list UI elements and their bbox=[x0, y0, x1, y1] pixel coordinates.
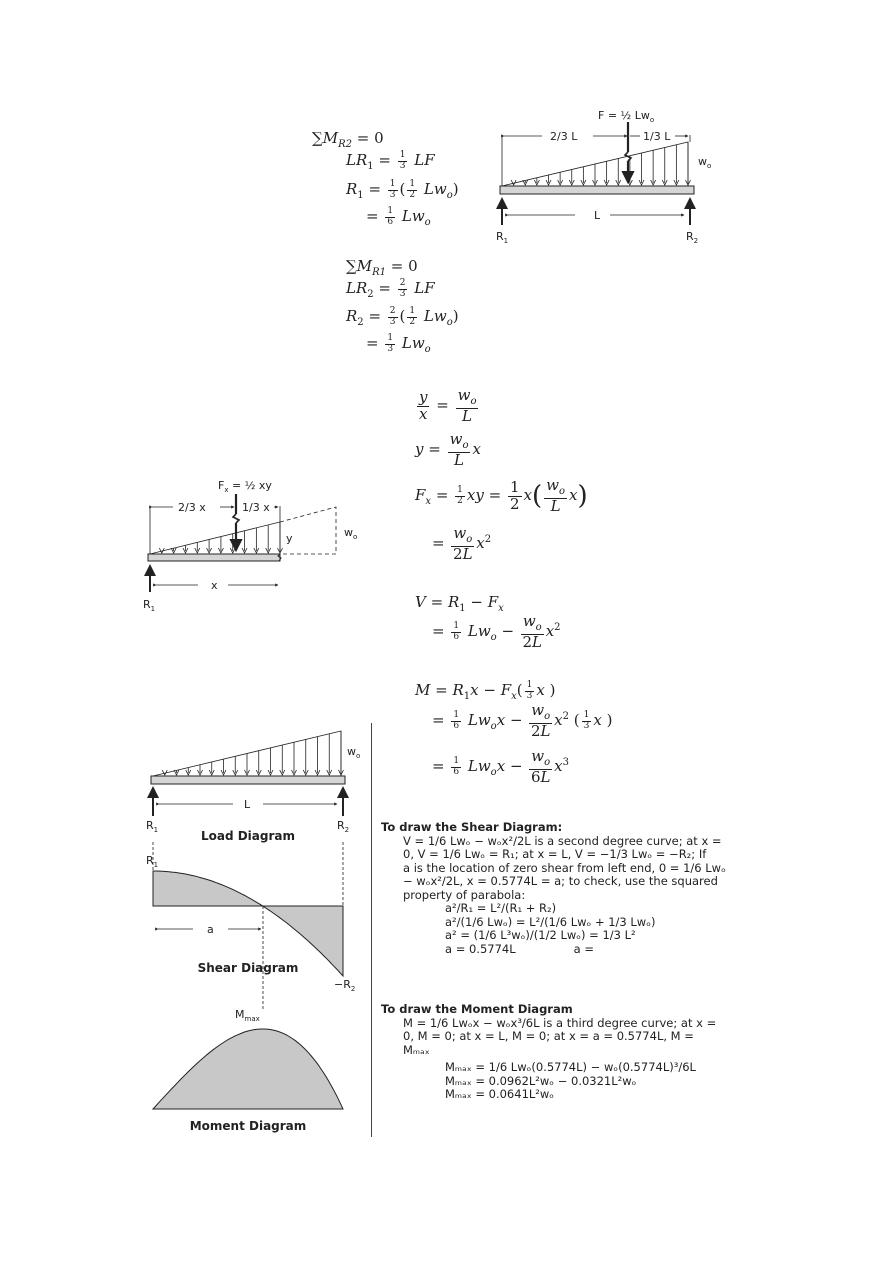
shear-diagram-caption: Shear Diagram bbox=[197, 961, 299, 975]
distributed-load-arrows bbox=[159, 522, 282, 553]
eq-shear: $V = R_1 - F_x$ bbox=[415, 593, 504, 614]
force-label: F = ½ $Lw_o$ bbox=[598, 109, 655, 124]
subscript: R1 bbox=[372, 267, 386, 278]
shear-positive-area bbox=[153, 871, 263, 906]
shear-body-line: V = 1/6 Lwₒ − wₒx²/2L is a second degree curve; at x = bbox=[403, 833, 722, 848]
shear-text-block bbox=[381, 821, 726, 956]
column-divider bbox=[371, 723, 372, 1137]
load-diagram-caption: Load Diagram bbox=[200, 829, 296, 843]
w-label: $w_o$ bbox=[347, 745, 361, 760]
eq-moment-result: = $\frac{1}{6}$ $Lw_ox$ − $\frac{w_o}{6L}$ $x^3$ bbox=[432, 747, 569, 786]
eq-r1-final: = $\frac{1}{6}$ $Lw_o$ bbox=[366, 206, 431, 228]
subscript: R2 bbox=[338, 139, 352, 150]
moment-eq-line: Mₘₐₓ = 1/6 Lwₒ(0.5774L) − wₒ(0.5774L)³/6L bbox=[445, 1060, 696, 1074]
equals-zero: = 0 bbox=[356, 129, 384, 147]
eq-r1: $R_1$ = $\frac{1}{3}$ ( $\frac{1}{2}$ $Lw_o$) bbox=[346, 179, 459, 201]
section-figure bbox=[138, 476, 373, 616]
eq-shear-result: = $\frac{1}{6}$ $Lw_o$ − $\frac{w_o}{2L}$ $x^2$ bbox=[432, 612, 561, 651]
eq-tail: LF bbox=[414, 151, 435, 169]
eq-lr1: $LR_1$ = $\frac{1}{3}$ LF bbox=[346, 150, 435, 172]
sum-moments-r2 bbox=[312, 129, 384, 150]
eq-r2-final: = $\frac{1}{3}$ $Lw_o$ bbox=[366, 333, 431, 355]
force-label: $F_x$ = ½ xy bbox=[218, 479, 272, 494]
eq-r2: $R_2$ = $\frac{2}{3}$ ( $\frac{1}{2}$ $Lw_o$) bbox=[346, 306, 459, 328]
beam-figure-top bbox=[490, 100, 720, 250]
r1-label: $R_1$ bbox=[143, 598, 156, 613]
sum-symbol: ∑M bbox=[312, 129, 339, 147]
eq-moment: $M = R_1x - F_x$( $\frac{1}{3}$ x ) bbox=[415, 680, 556, 702]
y-label: y bbox=[286, 532, 293, 545]
w-label: $w_o$ bbox=[698, 155, 712, 170]
r2-label: $R_2$ bbox=[337, 819, 350, 834]
moment-heading: To draw the Moment Diagram bbox=[381, 1002, 573, 1016]
shear-eq-trailing: a = bbox=[573, 941, 594, 956]
r1-label: $R_1$ bbox=[146, 819, 159, 834]
shear-eq-line: a²/R₁ = L²/(R₁ + R₂) bbox=[445, 901, 557, 915]
distributed-load-arrows bbox=[162, 731, 343, 775]
sum-symbol: ∑M bbox=[346, 257, 373, 275]
r1-label: $R_1$ bbox=[496, 230, 509, 245]
shear-heading: To draw the Shear Diagram: bbox=[381, 820, 563, 834]
sum-moments-r1: $\sum M_{R1} = 0$ bbox=[346, 257, 418, 278]
moment-body-line: 0, M = 0; at x = L, M = 0; at x = a = 0.5774L, M = bbox=[403, 1029, 694, 1043]
shear-eq-line: a²/(1/6 Lwₒ) = L²/(1/6 Lwₒ + 1/3 Lwₒ) bbox=[445, 914, 656, 929]
r2-label: $R_2$ bbox=[686, 230, 699, 245]
moment-eq-line: Mₘₐₓ = 0.0962L²wₒ − 0.0321L²wₒ bbox=[445, 1073, 637, 1088]
shear-eq-line: a² = (1/6 L³wₒ)/(1/2 Lwₒ) = 1/3 L² bbox=[445, 928, 636, 942]
shear-a-label: a bbox=[207, 923, 214, 936]
moment-body-line: M = 1/6 Lwₒx − wₒx³/6L is a third degree curve; at x = bbox=[403, 1015, 717, 1030]
eq-fx: $F_x$ = $\frac{1}{2}$ xy = $\frac{1}{2}$ x( $\frac{w_o}{L}$ x) bbox=[415, 476, 588, 515]
span-label: x bbox=[211, 579, 218, 592]
eq-moment-step: = $\frac{1}{6}$ $Lw_ox$ − $\frac{w_o}{2L}$ $x^2$ ( $\frac{1}{3}$ x ) bbox=[432, 701, 613, 740]
distributed-load-arrows bbox=[511, 142, 690, 185]
dim-one-third: 1/3 x bbox=[242, 501, 270, 514]
dim-two-thirds: 2/3 L bbox=[550, 130, 578, 143]
moment-diagram-caption: Moment Diagram bbox=[189, 1119, 307, 1133]
eq-similar-triangles: $\frac{y}{x}$ = $\frac{w_o}{L}$ bbox=[419, 386, 477, 425]
dim-one-third: 1/3 L bbox=[643, 130, 671, 143]
eq-lr2: $LR_2$ = $\frac{2}{3}$ LF bbox=[346, 278, 435, 300]
eq-y: y = $\frac{w_o}{L}$ x bbox=[415, 430, 481, 469]
shear-body-line: property of parabola: bbox=[403, 887, 526, 902]
load-shear-moment-diagrams bbox=[138, 724, 370, 1144]
w-label: $w_o$ bbox=[344, 526, 358, 541]
moment-text-block bbox=[381, 1003, 716, 1102]
mmax-label: $M_{max}$ bbox=[235, 1008, 260, 1023]
span-label: L bbox=[594, 209, 601, 222]
shear-eq-result: a = 0.5774L bbox=[445, 941, 516, 956]
eq-fx-result: = $\frac{w_o}{2L}$ $x^2$ bbox=[432, 524, 492, 563]
moment-eq-line: Mₘₐₓ = 0.0641L²wₒ bbox=[445, 1087, 555, 1101]
shear-r2-label: $-R_2$ bbox=[334, 978, 356, 993]
eq-tail: LF bbox=[414, 279, 435, 297]
shear-body-line: − wₒx²/2L, x = 0.5774L = a; to check, use the squared bbox=[403, 874, 718, 888]
shear-body-line: 0, V = 1/6 Lwₒ = R₁; at x = L, V = −1/3 Lwₒ = −R₂; If bbox=[403, 847, 707, 861]
dim-two-thirds: 2/3 x bbox=[178, 501, 206, 514]
shear-r1-label: $R_1$ bbox=[146, 854, 159, 869]
shear-body-line: a is the location of zero shear from left end, 0 = 1/6 Lwₒ bbox=[403, 860, 726, 875]
moment-body-line: Mₘₐₓ bbox=[403, 1042, 430, 1057]
moment-area bbox=[153, 1029, 343, 1109]
span-label: L bbox=[244, 798, 251, 811]
